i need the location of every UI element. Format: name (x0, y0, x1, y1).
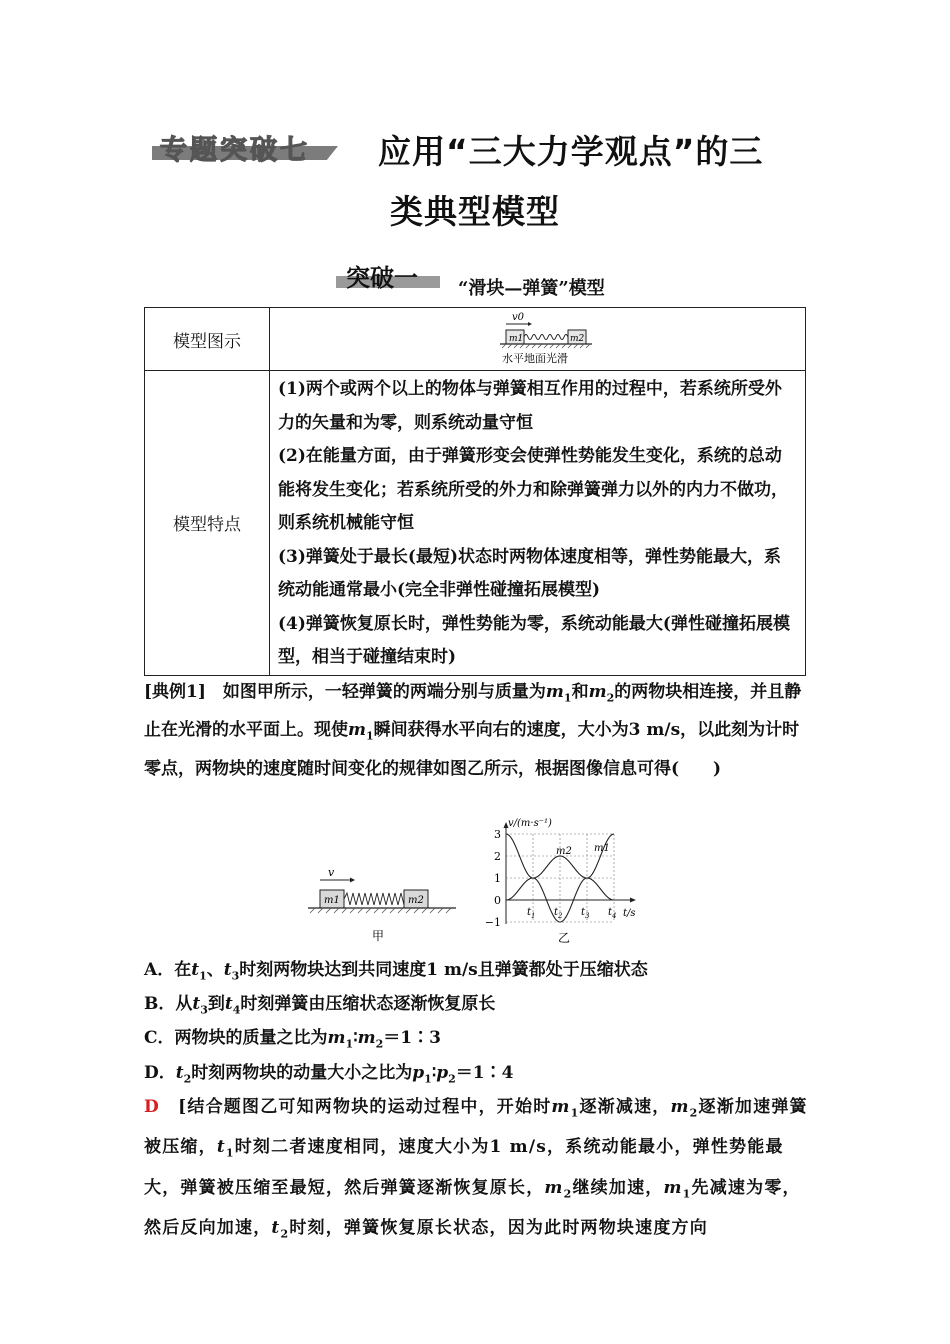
page-title-line1: 应用“三大力学观点”的三 (378, 132, 764, 171)
option-text: 从 (175, 994, 193, 1014)
var-t: t (191, 960, 200, 980)
page-title-line2: 类典型模型 (390, 192, 560, 231)
y-tick-label: 3 (494, 828, 501, 841)
section-title: “滑块—弹簧”模型 (458, 278, 605, 299)
row-label-features: 模型特点 (145, 371, 270, 676)
var-sub: 1 (682, 1187, 692, 1201)
example-text: 瞬间获得水平向右的速度，大小为3 m/s，以此刻为计时零点，两物块的速度随时间变化的规律如图乙所示，根据图像信息可得( ) (144, 720, 800, 779)
option-c (144, 1023, 441, 1050)
answer-text: 逐渐加速弹簧被压缩， (144, 1097, 808, 1158)
model-table (144, 307, 806, 676)
option-text: 到 (207, 994, 225, 1014)
var-sub: 2 (689, 1106, 699, 1120)
var-sub: 1 (563, 691, 572, 705)
var-t: t (216, 1137, 226, 1158)
var-m: m (327, 1028, 346, 1048)
var-sub: 1 (424, 1072, 432, 1086)
answer-text: 继续加速， (572, 1177, 664, 1198)
row-label-figure: 模型图示 (145, 308, 270, 371)
var-m: m (588, 682, 607, 702)
var-sub: 2 (280, 1227, 290, 1241)
section-badge-text: 突破一 (346, 264, 418, 292)
option-text: 两物块的质量之比为 (174, 1028, 328, 1048)
feature-item: (3)弹簧处于最长(最短)状态时两物体速度相等，弹性势能最大，系统动能通常最小(完全非弹性碰撞拓展模型) (278, 546, 782, 600)
x-tick-labels (527, 907, 617, 920)
table-row (145, 308, 806, 371)
var-m: m (545, 682, 564, 702)
topic-badge-text: 专题突破七 (160, 135, 310, 166)
section-badge (336, 258, 440, 292)
table-row (145, 371, 806, 676)
var-sub: 2 (448, 1072, 456, 1086)
var-sub: 1 (199, 969, 207, 983)
var-t: t (175, 1063, 184, 1083)
figure-cell (270, 308, 806, 371)
y-tick-label: −1 (484, 916, 501, 929)
var-sub: 2 (563, 1187, 573, 1201)
var-sub: 1 (570, 1106, 580, 1120)
var-m: m (663, 1177, 683, 1198)
var-sub: 2 (606, 691, 615, 705)
y-tick-labels (485, 828, 501, 929)
option-b (144, 989, 495, 1016)
spring (524, 335, 568, 340)
x-axis-label: t/s (623, 908, 636, 919)
v0-label: v0 (511, 312, 524, 323)
y-tick-label: 2 (494, 850, 501, 863)
arrow-head (528, 322, 532, 326)
block-m2-label: m2 (569, 334, 584, 344)
option-text: ∶ (431, 1063, 437, 1083)
option-text: ＝1∶3 (383, 1028, 441, 1048)
example-text: 如图甲所示，一轻弹簧的两端分别与质量为 (205, 682, 546, 702)
jia-v-label: v (328, 866, 335, 879)
curve-label-m1: m1 (594, 843, 610, 854)
var-sub: 1 (225, 1146, 235, 1160)
var-t: t (271, 1218, 281, 1239)
answer-text: 时刻二者速度相同，速度大小为1 m/s，系统动能最小，弹性势能最大，弹簧被压缩至最短，然后弹簧逐渐恢复原长， (144, 1137, 784, 1198)
var-m: m (348, 720, 366, 741)
x-tick-label: $t_3$ (581, 907, 590, 920)
var-p: p (436, 1063, 449, 1083)
var-sub: 3 (231, 969, 240, 983)
figure-yi-chart (482, 812, 648, 946)
option-text: 在 (174, 960, 192, 980)
var-m: m (551, 1097, 571, 1117)
x-axis-arrow (630, 898, 636, 903)
jia-spring (344, 893, 407, 905)
y-tick-label: 0 (494, 894, 501, 907)
option-text: 时刻两物块的动量大小之比为 (191, 1063, 413, 1083)
option-label: B． (144, 994, 176, 1014)
var-t: t (223, 960, 232, 980)
var-sub: 1 (366, 729, 374, 743)
jia-caption: 甲 (372, 929, 385, 943)
y-axis-label: v/(m·s⁻¹) (508, 818, 552, 829)
y-tick-label: 1 (494, 872, 501, 885)
answer-text: 先减速为零，然后反向加速， (144, 1177, 801, 1239)
yi-caption: 乙 (558, 931, 571, 945)
curve-label-m2: m2 (556, 846, 572, 857)
figure-jia (306, 860, 462, 946)
var-sub: 4 (232, 1003, 241, 1017)
var-sub: 3 (200, 1003, 208, 1017)
var-t: t (192, 994, 201, 1014)
jia-arrow-head (350, 878, 355, 883)
var-sub: 1 (345, 1037, 354, 1051)
var-sub: 2 (183, 1072, 192, 1086)
answer-explanation (144, 1090, 812, 1252)
example-text: 的两物块相连接，并且静止在光滑的水平面上。现使 (144, 682, 802, 741)
answer-text: 逐渐减速， (579, 1097, 671, 1117)
figure-caption: 水平地面光滑 (501, 352, 568, 365)
topic-badge (152, 128, 340, 166)
spring-model-figure (478, 311, 598, 367)
x-tick-label: $t_4$ (608, 907, 617, 920)
option-a (144, 955, 648, 982)
var-m: m (357, 1028, 376, 1048)
features-cell (270, 371, 806, 676)
option-text: ∶ (353, 1028, 358, 1048)
answer-text: [结合题图乙可知两物块的运动过程中，开始时 (159, 1097, 552, 1117)
feature-item: (1)两个或两个以上的物体与弹簧相互作用的过程中，若系统所受外力的矢量和为零，则系统动量守恒 (278, 379, 782, 433)
var-p: p (412, 1063, 425, 1083)
option-text: 时刻两物块达到共同速度1 m/s且弹簧都处于压缩状态 (239, 960, 648, 980)
example-text: 和 (571, 682, 589, 702)
answer-key: D (144, 1097, 160, 1117)
var-sub: 2 (375, 1037, 384, 1051)
option-d (144, 1058, 513, 1085)
var-t: t (224, 994, 233, 1014)
x-tick-label: $t_2$ (554, 907, 563, 920)
x-tick-label: $t_1$ (527, 907, 536, 920)
var-m: m (544, 1177, 564, 1198)
option-text: 、 (206, 960, 224, 980)
jia-m1-label: m1 (324, 895, 340, 906)
feature-item: (2)在能量方面，由于弹簧形变会使弹性势能发生变化，系统的总动能将发生变化；若系统所受的外力和除弹簧弹力以外的内力不做功，则系统机械能守恒 (278, 446, 788, 533)
jia-m2-label: m2 (408, 895, 424, 906)
var-m: m (670, 1097, 690, 1117)
block-m1-label: m1 (508, 334, 523, 344)
jia-hatch (310, 908, 451, 913)
example-tag: [典例1] (144, 682, 206, 702)
option-text: 时刻弹簧由压缩状态逐渐恢复原长 (240, 994, 496, 1014)
answer-text: 时刻，弹簧恢复原长状态，因为此时两物块速度方向 (289, 1218, 708, 1239)
option-label: A． (144, 960, 175, 980)
example-paragraph (144, 676, 812, 786)
option-label: D． (144, 1063, 176, 1083)
ground-hatch (502, 344, 590, 348)
feature-item: (4)弹簧恢复原长时，弹性势能为零，系统动能最大(弹性碰撞拓展模型，相当于碰撞结束时) (278, 613, 790, 667)
option-label: C． (144, 1028, 175, 1048)
option-text: ＝1∶4 (455, 1063, 514, 1083)
